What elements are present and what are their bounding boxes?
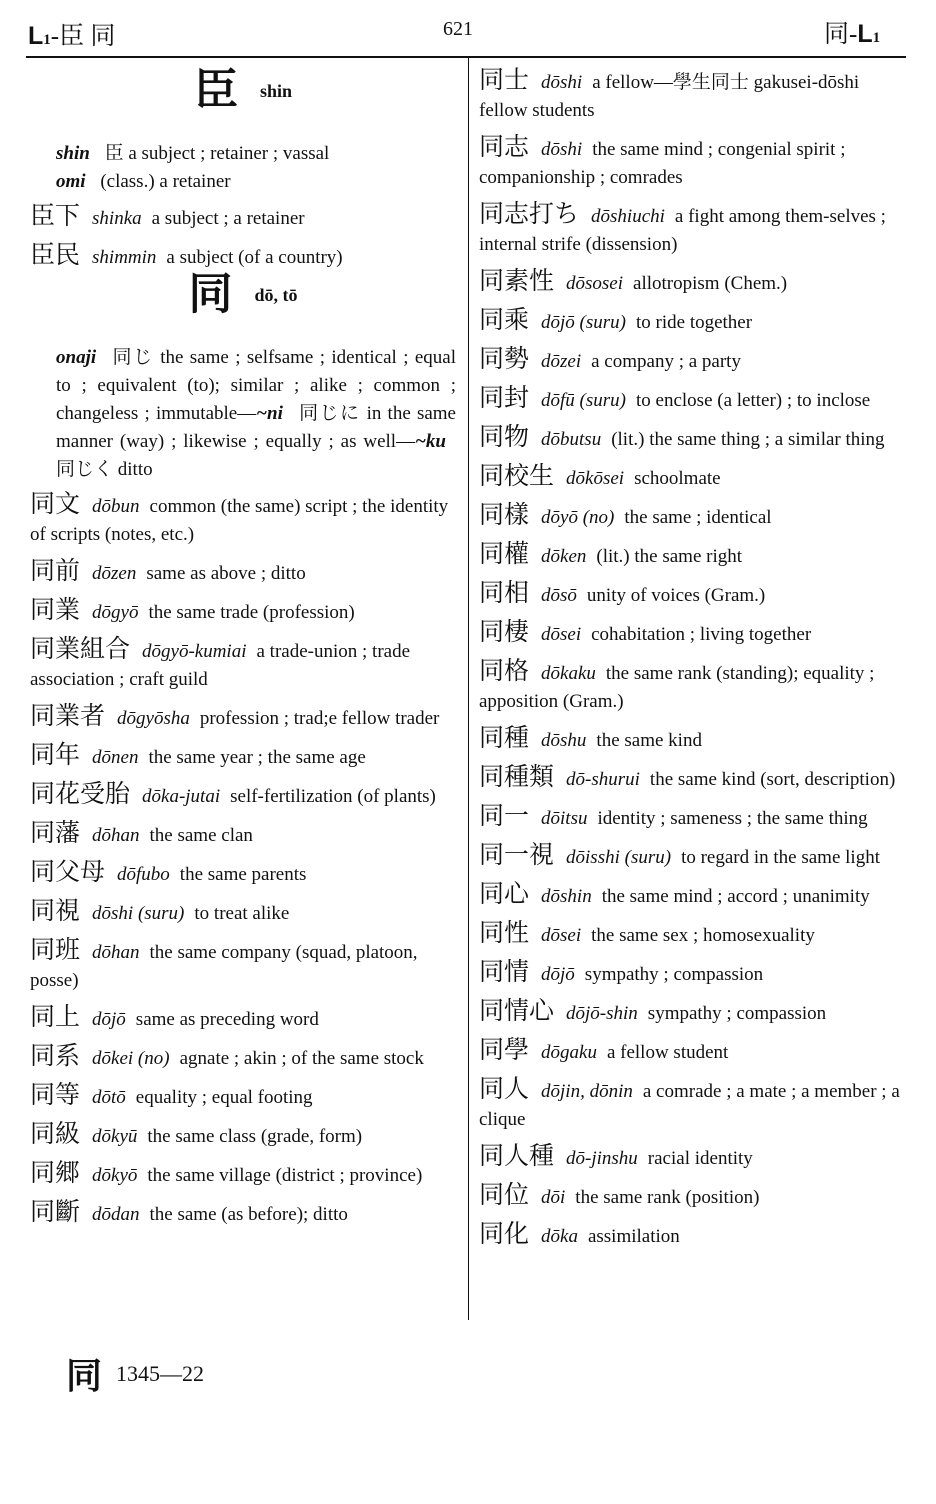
entry-romaji: dōbutsu	[541, 429, 602, 450]
entry-romaji: onaji	[56, 347, 97, 368]
footer-reference	[66, 1348, 204, 1399]
header-right-code: L	[857, 20, 873, 48]
section-head-reading: dō, tō	[254, 284, 298, 305]
entry-romaji: dōi	[541, 1187, 566, 1208]
entry-romaji: dōisshi (suru)	[566, 847, 672, 868]
header-right-sub: 1	[872, 30, 881, 46]
entry-romaji: dōjin, dōnin	[541, 1081, 633, 1102]
entry-definition: allotropism (Chem.)	[633, 273, 788, 294]
entry-definition: (lit.) the same right	[596, 546, 743, 567]
entry-definition: the same kind (sort, description)	[649, 769, 896, 790]
entry-headword: 同位	[479, 1180, 530, 1209]
entry-headword: 同視	[30, 896, 81, 925]
left-column	[30, 64, 457, 1237]
entry-definition: to enclose (a letter) ; to inclose	[636, 390, 871, 411]
entry-definition: same as above ; ditto	[146, 563, 306, 584]
entry-headword: 臣民	[30, 240, 81, 269]
entry-romaji: dōzen	[92, 563, 137, 584]
entry-romaji: omi	[56, 171, 86, 192]
entry-definition: a fight among them-selves ; internal strife (dissension)	[479, 206, 886, 255]
entry-definition: a subject ; a retainer	[151, 208, 305, 229]
dictionary-entry	[30, 241, 456, 272]
entry-definition: the same ; identical	[624, 507, 772, 528]
entry-romaji: dōshi	[541, 72, 583, 93]
entry-headword: 同一視	[479, 840, 555, 869]
entry-headword: 同級	[30, 1119, 81, 1148]
dictionary-entry	[479, 200, 909, 259]
entry-headword: 同人	[479, 1074, 530, 1103]
entry-headword: 同班	[30, 935, 81, 964]
dictionary-entry	[30, 635, 456, 694]
header-left-code: L	[28, 22, 44, 50]
dictionary-entry	[479, 958, 909, 989]
dictionary-entry	[30, 897, 456, 928]
dictionary-entry	[30, 780, 456, 811]
entry-headword: 同格	[479, 656, 530, 685]
entry-definition: the same year ; the same age	[148, 747, 366, 768]
entry-definition: assimilation	[587, 1226, 680, 1247]
entry-romaji: dōjō	[541, 964, 575, 985]
header-right-prefix: 同-	[824, 21, 858, 48]
dictionary-entry	[479, 618, 909, 649]
entry-romaji: dōsei	[541, 925, 582, 946]
entry-headword: 同斷	[30, 1197, 81, 1226]
dictionary-entry	[479, 1142, 909, 1173]
footer-kanji: 同	[66, 1356, 103, 1397]
section-head-shin	[30, 64, 456, 132]
entry-romaji: dōgyō	[92, 602, 139, 623]
entry-definition: the same class (grade, form)	[147, 1126, 363, 1147]
entry-romaji: dōkei (no)	[92, 1048, 170, 1069]
dictionary-entry	[479, 763, 909, 794]
entry-definition: the same kind	[596, 730, 702, 751]
section-head-do	[30, 268, 456, 336]
entry-romaji: dōshu	[541, 730, 587, 751]
entry-romaji: shin	[56, 143, 90, 164]
definition-block	[30, 344, 456, 484]
dictionary-entry	[30, 596, 456, 627]
entry-definition: a trade-union ; trade association ; craft guild	[30, 641, 411, 690]
entry-headword: 同權	[479, 539, 530, 568]
entry-romaji: dōdan	[92, 1204, 140, 1225]
entry-definition: to ride together	[636, 312, 753, 333]
dictionary-entry	[479, 1075, 909, 1134]
entry-kanji: 同じ	[112, 347, 154, 368]
section-head-kanji: 臣	[193, 64, 238, 116]
entry-headword: 同父母	[30, 857, 106, 886]
dictionary-entry	[479, 1036, 909, 1067]
entry-headword: 同校生	[479, 461, 555, 490]
entry-romaji: shimmin	[92, 247, 157, 268]
entry-headword: 同種類	[479, 762, 555, 791]
entry-headword: 同棲	[479, 617, 530, 646]
page-number: 621	[443, 18, 473, 40]
dictionary-entry	[479, 306, 909, 337]
entry-definition: to regard in the same light	[681, 847, 880, 868]
entry-kanji: 同じに	[299, 403, 361, 424]
dictionary-entry	[479, 345, 909, 376]
entry-headword: 同性	[479, 918, 530, 947]
dictionary-entry	[479, 501, 909, 532]
entry-list	[479, 66, 909, 1251]
entry-romaji: dōshin	[541, 886, 592, 907]
entry-headword: 同人種	[479, 1141, 555, 1170]
dictionary-entry	[30, 1042, 456, 1073]
entry-headword: 同情心	[479, 996, 555, 1025]
entry-definition: the same village (district ; province)	[147, 1165, 423, 1186]
entry-definition: the same mind ; accord ; unanimity	[601, 886, 870, 907]
entry-romaji: dōjō	[92, 1009, 126, 1030]
entry-headword: 同素性	[479, 266, 555, 295]
dictionary-entry	[30, 1198, 456, 1229]
entry-headword: 同等	[30, 1080, 81, 1109]
entry-romaji: ~ku	[415, 431, 446, 452]
entry-headword: 同乘	[479, 305, 530, 334]
entry-headword: 同系	[30, 1041, 81, 1070]
right-column	[479, 66, 909, 1259]
entry-romaji: dōkaku	[541, 663, 596, 684]
entry-definition: the same company (squad, platoon, posse)	[30, 942, 418, 991]
entry-romaji: shinka	[92, 208, 142, 229]
entry-definition: cohabitation ; living together	[591, 624, 812, 645]
entry-definition: (lit.) the same thing ; a similar thing	[611, 429, 885, 450]
entry-romaji: dōken	[541, 546, 587, 567]
dictionary-entry	[30, 1120, 456, 1151]
entry-headword: 同心	[479, 879, 530, 908]
entry-romaji: dōka-jutai	[142, 786, 221, 807]
entry-headword: 同志	[479, 132, 530, 161]
entry-definition: equality ; equal footing	[135, 1087, 313, 1108]
dictionary-entry	[479, 1220, 909, 1251]
dictionary-entry	[479, 267, 909, 298]
entry-definition: same as preceding word	[135, 1009, 319, 1030]
entry-headword: 同花受胎	[30, 779, 131, 808]
entry-romaji: dōshi (suru)	[92, 903, 185, 924]
entry-romaji: dō-shurui	[566, 769, 640, 790]
dictionary-entry	[479, 66, 909, 125]
entry-romaji: dōkōsei	[566, 468, 625, 489]
entry-definition: self-fertilization (of plants)	[230, 786, 436, 807]
dictionary-entry	[30, 1003, 456, 1034]
entry-definition: agnate ; akin ; of the same stock	[179, 1048, 424, 1069]
entry-romaji: dōjō-shin	[566, 1003, 638, 1024]
dictionary-entry	[30, 936, 456, 995]
entry-definition: ditto	[117, 459, 153, 480]
entry-kanji: 同じく	[56, 459, 114, 480]
entry-definition: a subject (of a country)	[166, 247, 343, 268]
entry-romaji: dōgyō-kumiai	[142, 641, 247, 662]
entry-romaji: dōyō (no)	[541, 507, 615, 528]
entry-headword: 同前	[30, 556, 81, 585]
dictionary-entry	[479, 880, 909, 911]
header-left-guide	[28, 16, 115, 52]
dictionary-entry	[30, 702, 456, 733]
entry-romaji: dōsosei	[566, 273, 624, 294]
entry-headword: 同物	[479, 422, 530, 451]
dictionary-entry	[479, 841, 909, 872]
dictionary-entry	[479, 802, 909, 833]
entry-romaji: dōzei	[541, 351, 582, 372]
header-left-suffix: -臣 同	[50, 23, 116, 50]
entry-headword: 同業組合	[30, 634, 131, 663]
entry-definition: a subject ; retainer ; vassal	[128, 143, 330, 164]
entry-definition: schoolmate	[634, 468, 721, 489]
entry-definition: a company ; a party	[591, 351, 741, 372]
entry-list	[30, 490, 456, 1229]
entry-romaji: dōfubo	[117, 864, 170, 885]
entry-definition: racial identity	[647, 1148, 753, 1169]
entry-romaji: dōshi	[541, 139, 583, 160]
entry-romaji: dōgyōsha	[117, 708, 190, 729]
header-left-sub: 1	[43, 32, 51, 48]
entry-romaji: dōkyū	[92, 1126, 138, 1147]
header-rule	[26, 56, 906, 58]
dictionary-entry	[479, 919, 909, 950]
entry-headword: 同上	[30, 1002, 81, 1031]
dictionary-entry	[479, 540, 909, 571]
entry-definition: sympathy ; compassion	[647, 1003, 827, 1024]
section-head-kanji: 同	[188, 268, 233, 320]
entry-definition: profession ; trad;e fellow trader	[199, 708, 440, 729]
entry-headword: 同種	[479, 723, 530, 752]
entry-headword: 同文	[30, 489, 81, 518]
dictionary-entry	[479, 1181, 909, 1212]
entry-definition: the same ; selfsame ; identical ; equal to ; equivalent (to); similar ; alike ; common ; changeless ; immutable—	[56, 347, 457, 424]
entry-definition: a fellow—學生同士 gakusei-dōshi fellow students	[479, 72, 860, 121]
dictionary-entry	[479, 384, 909, 415]
dictionary-entry	[30, 1159, 456, 1190]
entry-headword: 同相	[479, 578, 530, 607]
entry-definition: a fellow student	[606, 1042, 729, 1063]
entry-romaji: dōitsu	[541, 808, 588, 829]
entry-definition: identity ; sameness ; the same thing	[597, 808, 868, 829]
dictionary-entry	[479, 133, 909, 192]
entry-headword: 同士	[479, 65, 530, 94]
entry-definition: the same (as before); ditto	[149, 1204, 348, 1225]
entry-romaji: dōka	[541, 1226, 578, 1247]
dictionary-entry	[479, 423, 909, 454]
entry-romaji: dōhan	[92, 825, 140, 846]
entry-headword: 同志打ち	[479, 199, 580, 228]
entry-definition: in the same manner (way) ; likewise ; equally ; as well—	[56, 403, 456, 452]
footer-ref-number: 1345—22	[116, 1360, 205, 1386]
entry-definition: the same rank (standing); equality ; apposition (Gram.)	[479, 663, 875, 712]
entry-headword: 同學	[479, 1035, 530, 1064]
entry-definition: sympathy ; compassion	[584, 964, 764, 985]
entry-romaji: dōtō	[92, 1087, 126, 1108]
entry-headword: 同樣	[479, 500, 530, 529]
entry-definition: a comrade ; a mate ; a member ; a clique	[479, 1081, 900, 1130]
entry-romaji: dōsō	[541, 585, 577, 606]
dictionary-entry	[30, 858, 456, 889]
entry-headword: 臣下	[30, 201, 81, 230]
entry-kanji: 臣	[104, 143, 124, 164]
header-right-guide	[824, 14, 880, 50]
dictionary-entry	[30, 202, 456, 233]
entry-definition: the same rank (position)	[575, 1187, 760, 1208]
entry-romaji: dōjō (suru)	[541, 312, 626, 333]
entry-headword: 同年	[30, 740, 81, 769]
entry-definition: the same parents	[179, 864, 307, 885]
dictionary-entry	[30, 490, 456, 549]
entry-romaji: dōnen	[92, 747, 139, 768]
entry-definition: unity of voices (Gram.)	[586, 585, 766, 606]
entry-definition: the same trade (profession)	[148, 602, 355, 623]
dictionary-entry	[479, 462, 909, 493]
dictionary-entry	[30, 819, 456, 850]
entry-headword: 同業者	[30, 701, 106, 730]
entry-headword: 同化	[479, 1219, 530, 1248]
entry-headword: 同一	[479, 801, 530, 830]
dictionary-entry	[479, 724, 909, 755]
dictionary-entry	[30, 741, 456, 772]
entry-romaji: dō-jinshu	[566, 1148, 638, 1169]
definition-block	[30, 140, 456, 196]
entry-romaji: dōfū (suru)	[541, 390, 626, 411]
entry-headword: 同封	[479, 383, 530, 412]
entry-headword: 同勢	[479, 344, 530, 373]
entry-romaji: ~ni	[256, 403, 283, 424]
entry-definition: the same clan	[149, 825, 253, 846]
dictionary-entry	[479, 579, 909, 610]
column-divider	[468, 58, 469, 1320]
entry-romaji: dōhan	[92, 942, 140, 963]
entry-romaji: dōgaku	[541, 1042, 597, 1063]
entry-romaji: dōbun	[92, 496, 140, 517]
entry-romaji: dōsei	[541, 624, 582, 645]
entry-romaji: dōkyō	[92, 1165, 138, 1186]
entry-headword: 同業	[30, 595, 81, 624]
entry-definition: the same mind ; congenial spirit ; companionship ; comrades	[479, 139, 846, 188]
entry-definition: common (the same) script ; the identity of scripts (notes, etc.)	[30, 496, 449, 545]
entry-definition: (class.) a retainer	[100, 171, 231, 192]
entry-definition: to treat alike	[194, 903, 290, 924]
entry-headword: 同郷	[30, 1158, 81, 1187]
entry-headword: 同情	[479, 957, 530, 986]
entry-romaji: dōshiuchi	[591, 206, 665, 227]
dictionary-entry	[30, 557, 456, 588]
section-head-reading: shin	[259, 80, 293, 101]
entry-headword: 同藩	[30, 818, 81, 847]
dictionary-entry	[479, 997, 909, 1028]
dictionary-entry	[479, 657, 909, 716]
dictionary-entry	[30, 1081, 456, 1112]
entry-definition: the same sex ; homosexuality	[591, 925, 815, 946]
